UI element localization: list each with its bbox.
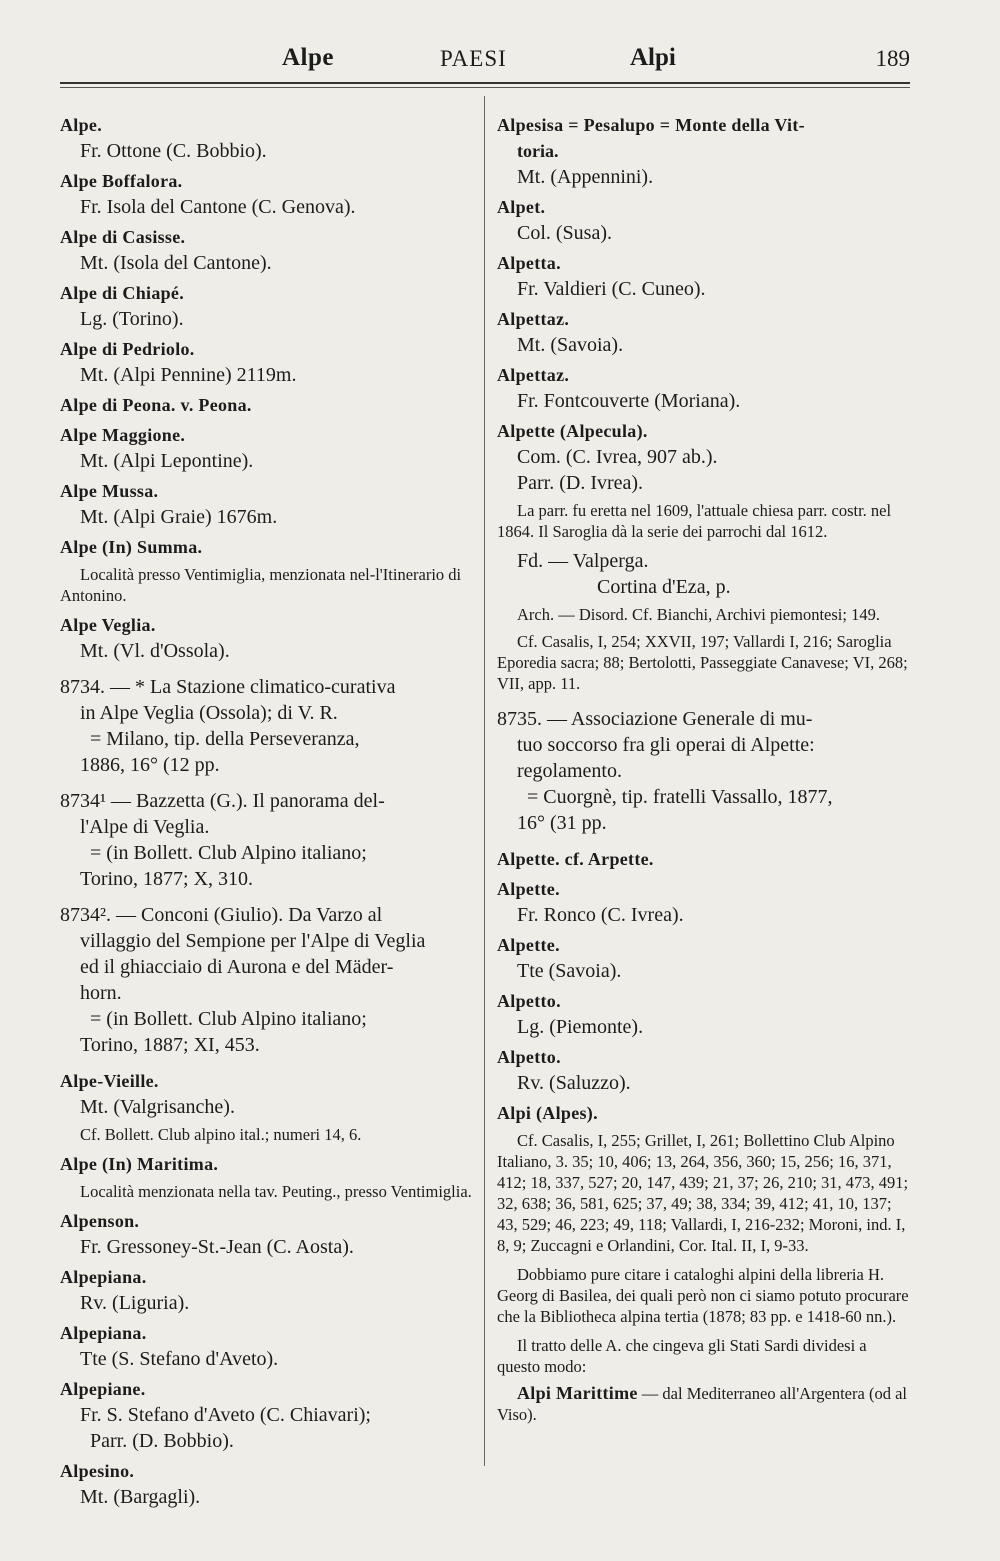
entry-note: Cf. Casalis, I, 254; XXVII, 197; Vallardi I, 216; Saroglia Eporedia sacra; 88; Bertolotti, Passeggiate Canavese; VI, 268; VII, app. 11. [497,632,908,693]
entry-line: Rv. (Liguria). [80,1292,190,1314]
entry-note [497,1383,910,1425]
entry-line: Tte (S. Stefano d'Aveto). [80,1348,279,1370]
biblio-first-line: 8734¹ — Bazzetta (G.). Il panorama del- [60,790,385,812]
entry-line: Fr. S. Stefano d'Aveto (C. Chiavari); [80,1404,371,1426]
entry-headword: Alpe di Peona. v. Peona. [60,395,252,415]
entry-line: Fr. Gressoney-St.-Jean (C. Aosta). [80,1236,354,1258]
entry-line: Fr. Fontcouverte (Moriana). [517,390,741,412]
entry-headword: Alpepiane. [60,1379,146,1399]
entry-headword: Alpe (In) Summa. [60,537,203,557]
entry-headword: Alpepiana. [60,1323,147,1343]
entry-line: Mt. (Appennini). [517,166,654,188]
running-head-left: Alpe [282,44,334,71]
entry-line: — dal Mediterraneo all'Argentera (od al Viso). [497,1384,907,1424]
entry [497,1044,910,1096]
entry-line: toria. [517,141,559,161]
bibliography-entry [497,706,910,836]
entry-headword: Alpe Mussa. [60,481,159,501]
biblio-line: 16° (31 pp. [517,812,607,834]
entry [497,876,910,928]
entry [60,1068,472,1145]
entry [497,846,910,872]
entry-headword: Alpe. [60,115,102,135]
entry-headword: Alpettaz. [497,365,570,385]
entry [497,250,910,302]
entry-headword: Alpi (Alpes). [497,1103,598,1123]
entry [60,224,472,276]
entry [60,1264,472,1316]
page-header [60,44,910,78]
entry-note: La parr. fu eretta nel 1609, l'attuale chiesa parr. costr. nel 1864. Il Saroglia dà la serie dei parrochi dal 1612. [497,501,892,541]
entry [60,336,472,388]
left-column [60,112,472,1514]
header-rule-thick [60,82,910,84]
entry [60,280,472,332]
entry-line: Lg. (Torino). [80,308,184,330]
entry-headword: Alpette. [497,935,560,955]
entry-line: Fd. — Valperga. [517,550,649,572]
biblio-line: = Milano, tip. della Perseveranza, [90,728,360,750]
entry-line: Mt. (Savoia). [517,334,624,356]
entry-line: Fr. Ottone (C. Bobbio). [80,140,267,162]
entry-line: Mt. (Alpi Lepontine). [80,450,254,472]
entry-headword: Alpe Maggione. [60,425,186,445]
entry-headword: Alpettaz. [497,309,570,329]
entry-line: Mt. (Isola del Cantone). [80,252,272,274]
entry-line: Mt. (Bargagli). [80,1486,201,1508]
entry-headword: Alpe di Chiapé. [60,283,185,303]
entry-headword: Alpe di Casisse. [60,227,186,247]
biblio-line: tuo soccorso fra gli operai di Alpette: [517,734,815,756]
entry-headword: Alpe Boffalora. [60,171,183,191]
column-divider [484,96,485,1466]
biblio-first-line: 8734. — * La Stazione climatico-curativa [60,676,396,698]
bibliography-entry [60,902,472,1058]
biblio-line: 1886, 16° (12 pp. [80,754,220,776]
biblio-line: ed il ghiacciaio di Aurona e del Mäder- [80,956,394,978]
header-rule-thin [60,87,910,88]
entry-headword: Alpette. cf. Arpette. [497,849,654,869]
biblio-line: horn. [80,982,122,1004]
entry-line: Mt. (Valgrisanche). [80,1096,235,1118]
biblio-line: villaggio del Sempione per l'Alpe di Veglia [80,930,426,952]
biblio-line: = (in Bollett. Club Alpino italiano; [90,1008,367,1030]
entry [497,932,910,984]
entry-headword: Alpe (In) Maritima. [60,1154,219,1174]
entry-headword: Alpenson. [60,1211,140,1231]
entry-headword: Alpetta. [497,253,561,273]
paragraph: Il tratto delle A. che cingeva gli Stati Sardi dividesi a questo modo: [497,1336,867,1376]
running-head-center: PAESI [440,46,507,71]
entry-note: Cf. Casalis, I, 255; Grillet, I, 261; Bollettino Club Alpino Italiano, 3. 35; 10, 406; 13, 264, 356, 360; 15, 256; 16, 371, 412; 18, 337, 527; 20, 147, 439; 21, 37; 26, 210; 31, 473, 491; 32, 638; 36, 581, 625; 37, 49; 38, 334; 39, 412; 41, 10, 137; 43, 529; 46, 223; 49, 118; Vallardi, I, 216-232; Moroni, ind. I, 8, 9; Zuccagni e Orlandini, Cor. Ital. II, I, 9-33. [497,1131,909,1255]
entry-line: Parr. (D. Bobbio). [90,1430,234,1452]
bibliography-entry [60,674,472,778]
running-head-right: Alpi [630,44,676,71]
bibliography-entry [60,788,472,892]
entry [60,422,472,474]
entry-headword: Alpetto. [497,991,561,1011]
entry-headword: Alpi Marittime [517,1383,638,1403]
biblio-line: regolamento. [517,760,622,782]
entry-headword: Alpe Veglia. [60,615,156,635]
entry [497,306,910,358]
biblio-line: l'Alpe di Veglia. [80,816,210,838]
entry-headword: Alpet. [497,197,546,217]
entry [497,194,910,246]
biblio-first-line: 8735. — Associazione Generale di mu- [497,708,813,730]
entry-headword: Alpe-Vieille. [60,1071,159,1091]
entry [60,1151,472,1202]
entry [60,534,472,606]
entry [60,392,472,418]
entry-line: Fr. Valdieri (C. Cuneo). [517,278,706,300]
entry-headword: Alpesino. [60,1461,135,1481]
entry [497,112,910,190]
entry-line: Parr. (D. Ivrea). [517,472,644,494]
entry-line: Com. (C. Ivrea, 907 ab.). [517,446,718,468]
biblio-line: = Cuorgnè, tip. fratelli Vassallo, 1877, [527,786,833,808]
entry [60,168,472,220]
entry-line: Mt. (Alpi Graie) 1676m. [80,506,278,528]
entry [497,988,910,1040]
entry-line: Mt. (Vl. d'Ossola). [80,640,230,662]
entry-note: Località presso Ventimiglia, menzionata nel-l'Itinerario di Antonino. [60,565,462,605]
entry-headword: Alpetto. [497,1047,561,1067]
entry [60,1208,472,1260]
entry-line: Tte (Savoia). [517,960,622,982]
entry-headword: Alpette (Alpecula). [497,421,648,441]
entry [60,612,472,664]
biblio-line: in Alpe Veglia (Ossola); di V. R. [80,702,338,724]
entry-line: Mt. (Alpi Pennine) 2119m. [80,364,297,386]
page-number: 189 [875,46,910,71]
biblio-line: = (in Bollett. Club Alpino italiano; [90,842,367,864]
entry [60,478,472,530]
paragraph: Dobbiamo pure citare i cataloghi alpini della libreria H. Georg di Basilea, dei quali però non ci siamo potuto procurare che la Bibliotheca alpina tertia (1878; 83 pp. e 1418-60 nn.). [497,1265,909,1326]
entry [497,362,910,414]
entry-headword: Alpesisa = Pesalupo = Monte della Vit- [497,115,805,135]
entry-headword: Alpette. [497,879,560,899]
entry-headword: Alpe di Pedriolo. [60,339,195,359]
entry [60,1458,472,1510]
biblio-line: Torino, 1877; X, 310. [80,868,254,890]
entry [60,1320,472,1372]
entry-headword: Alpepiana. [60,1267,147,1287]
entry-line: Rv. (Saluzzo). [517,1072,631,1094]
entry-line: Fr. Isola del Cantone (C. Genova). [80,196,356,218]
right-column [497,112,910,1431]
entry [497,418,910,694]
entry [497,1100,910,1425]
biblio-line: Torino, 1887; XI, 453. [80,1034,260,1056]
entry-line: Lg. (Piemonte). [517,1016,644,1038]
entry-line: Cortina d'Eza, p. [597,576,731,598]
entry [60,1376,472,1454]
biblio-first-line: 8734². — Conconi (Giulio). Da Varzo al [60,904,383,926]
entry-line: Fr. Ronco (C. Ivrea). [517,904,684,926]
entry-line: Col. (Susa). [517,222,612,244]
entry-note: Cf. Bollett. Club alpino ital.; numeri 14, 6. [80,1125,362,1144]
entry-note: Località menzionata nella tav. Peuting., presso Ventimiglia. [80,1182,472,1201]
entry [60,112,472,164]
entry-note: Arch. — Disord. Cf. Bianchi, Archivi piemontesi; 149. [517,605,880,624]
